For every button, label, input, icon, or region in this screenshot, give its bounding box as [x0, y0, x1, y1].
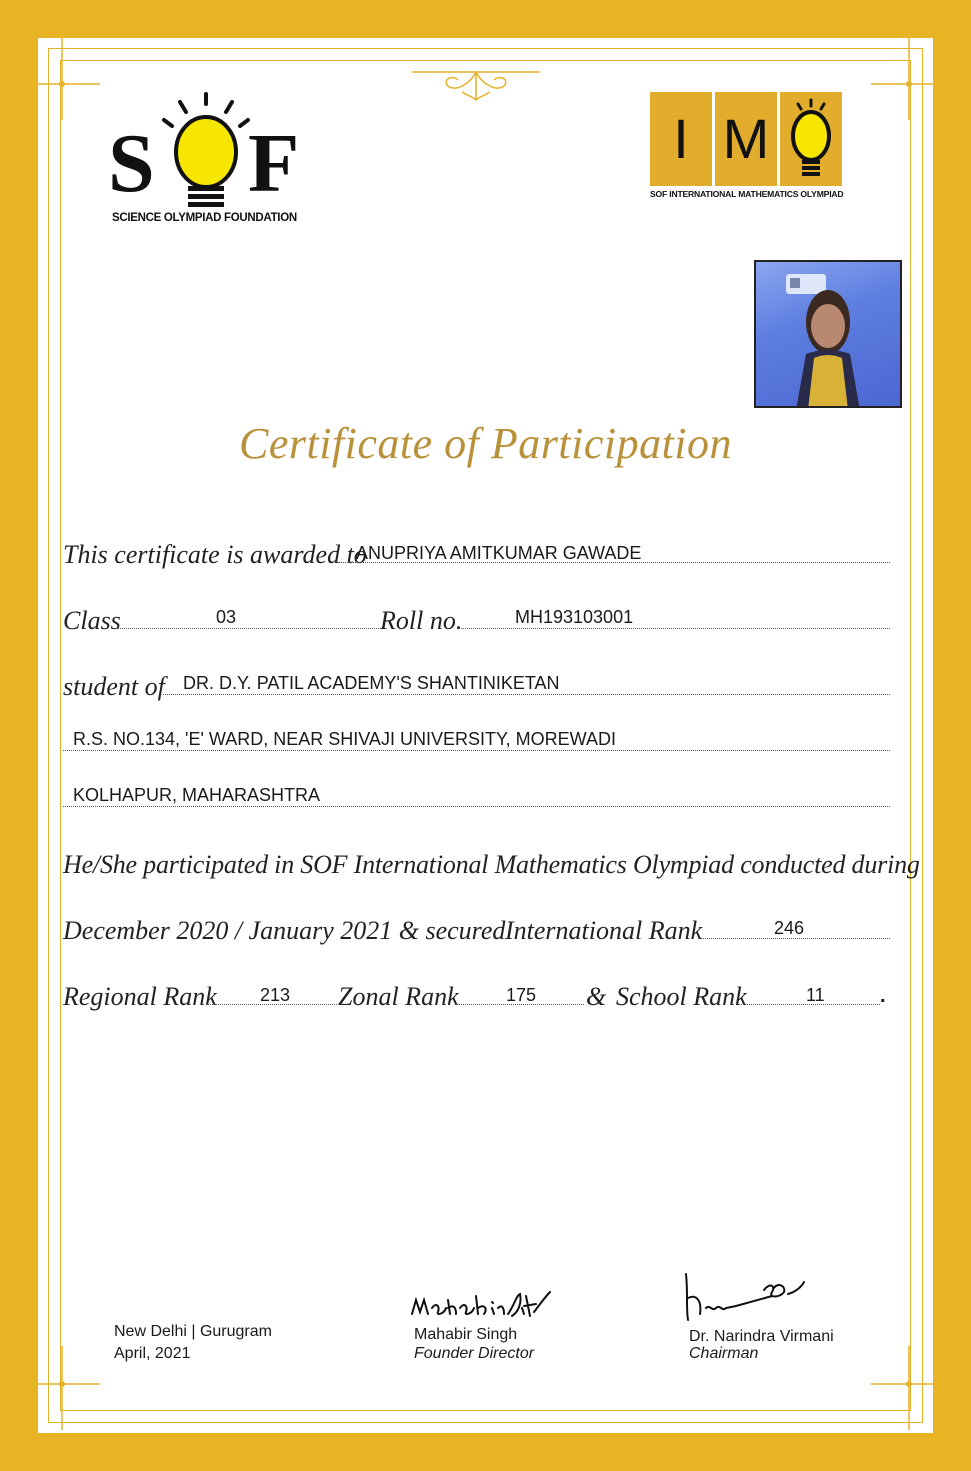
certificate-title: Certificate of Participation [238, 419, 733, 468]
label-international-rank: International Rank [505, 916, 703, 945]
imo-caption: SOF INTERNATIONAL MATHEMATICS OLYMPIAD [650, 189, 844, 199]
label-regional-rank: Regional Rank [63, 982, 217, 1011]
signatory-2-title: Chairman [689, 1345, 759, 1362]
dotted-line-address-1 [63, 750, 890, 751]
student-photo [754, 260, 902, 408]
signature-narindra-virmani [676, 1268, 816, 1328]
dotted-line-school [163, 694, 890, 695]
footer-place: New Delhi | Gurugram [114, 1323, 272, 1340]
roll-no-value: MH193103001 [515, 607, 634, 627]
signatory-1-name: Mahabir Singh [414, 1326, 518, 1343]
signatory-1-title: Founder Director [414, 1345, 535, 1362]
sentence-period: . [880, 985, 886, 1007]
label-student-of: student of [63, 672, 165, 701]
regional-rank-value: 213 [260, 985, 291, 1005]
imo-tile-o [780, 92, 842, 186]
label-class: Class [63, 606, 121, 635]
label-ampersand: & [586, 982, 607, 1011]
student-name: ANUPRIYA AMITKUMAR GAWADE [356, 543, 642, 563]
zonal-rank-value: 175 [506, 985, 537, 1005]
international-rank-value: 246 [774, 918, 805, 938]
school-name: DR. D.Y. PATIL ACADEMY'S SHANTINIKETAN [183, 673, 560, 693]
label-zonal-rank: Zonal Rank [338, 982, 459, 1011]
class-value: 03 [216, 607, 237, 627]
label-awarded-to: This certificate is awarded to [63, 540, 367, 569]
sof-logo [108, 90, 308, 230]
dotted-line-class [113, 628, 379, 629]
signature-mahabir-singh [408, 1286, 558, 1326]
imo-logo [650, 92, 842, 202]
dotted-line-roll-no [458, 628, 890, 629]
participation-statement: He/She participated in SOF International Mathematics Olympiad conducted during [63, 850, 920, 879]
sof-letter-f: F [248, 117, 300, 210]
sof-caption: SCIENCE OLYMPIAD FOUNDATION [112, 212, 297, 224]
exam-period: December 2020 / January 2021 & secured [63, 916, 506, 945]
imo-bulb-icon [780, 92, 842, 186]
label-school-rank: School Rank [616, 982, 747, 1011]
address-line-1: R.S. NO.134, 'E' WARD, NEAR SHIVAJI UNIVERSITY, MOREWADI [73, 729, 616, 749]
imo-tile-i: I [650, 92, 712, 186]
school-rank-value: 11 [806, 985, 825, 1005]
footer-date: April, 2021 [114, 1345, 191, 1362]
dotted-line-address-2 [63, 806, 890, 807]
label-roll-no: Roll no. [380, 606, 463, 635]
student-photo-image [756, 262, 902, 408]
address-line-2: KOLHAPUR, MAHARASHTRA [73, 785, 321, 805]
signatory-2-name: Dr. Narindra Virmani [689, 1328, 834, 1345]
sof-letter-s: S [108, 117, 155, 210]
imo-tile-m: M [715, 92, 777, 186]
